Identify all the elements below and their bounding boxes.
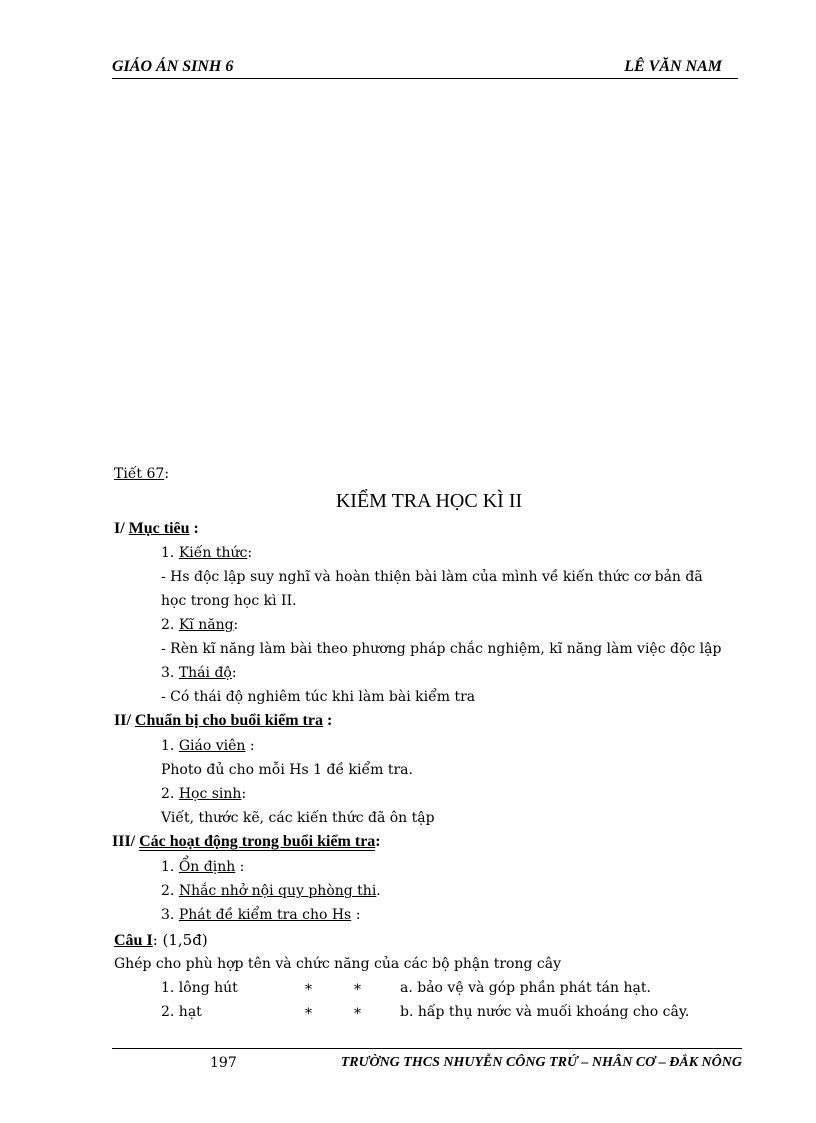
paragraph-text: - Hs độc lập suy nghĩ và hoàn thiện bài làm của mình về kiến thức cơ bản đã: [161, 569, 703, 585]
paragraph-text: học trong học kì II.: [161, 593, 297, 609]
page-footer: [112, 1048, 742, 1073]
subheading-thai-do: 3. Thái độ:: [161, 665, 237, 681]
paragraph-text: Viết, thước kẽ, các kiến thức đã ôn tập: [161, 810, 435, 826]
match-right-item: b. hấp thụ nước và muối khoáng cho cây.: [400, 1004, 690, 1020]
subheading-phat-de: 3. Phát đề kiểm tra cho Hs :: [161, 907, 361, 923]
paragraph-text: - Rèn kĩ năng làm bài theo phương pháp chắc nghiệm, kĩ năng làm việc độc lập: [161, 641, 722, 657]
match-star: *: [354, 982, 361, 998]
section-heading-1: I/ Mục tiêu :: [114, 520, 199, 537]
question-1-heading: Câu I: (1,5đ): [114, 931, 208, 949]
match-star: *: [354, 1006, 361, 1022]
subheading-noi-quy: 2. Nhắc nhở nội quy phòng thi.: [161, 883, 381, 899]
match-left-item: 1. lông hút: [161, 980, 238, 996]
match-star: *: [305, 982, 312, 998]
paragraph-text: - Có thái độ nghiêm túc khi làm bài kiểm tra: [161, 689, 476, 705]
match-right-item: a. bảo vệ và góp phần phát tán hạt.: [400, 980, 651, 996]
match-left-item: 2. hạt: [161, 1004, 202, 1020]
lesson-number: Tiết 67:: [114, 466, 170, 482]
page-title: KIỂM TRA HỌC KÌ II: [335, 490, 523, 512]
match-star: *: [305, 1006, 312, 1022]
section-heading-3: III/ Các hoạt động trong buổi kiểm tra:: [112, 833, 381, 850]
page-header: [112, 58, 738, 79]
subheading-giao-vien: 1. Giáo viên :: [161, 738, 255, 754]
subheading-on-dinh: 1. Ổn định :: [161, 859, 245, 875]
subheading-hoc-sinh: 2. Học sinh:: [161, 786, 247, 802]
header-author: LÊ VĂN NAM: [624, 58, 722, 75]
subheading-ki-nang: 2. Kĩ năng:: [161, 617, 239, 633]
section-heading-2: II/ Chuẩn bị cho buổi kiểm tra :: [114, 712, 333, 729]
paragraph-text: Photo đủ cho mỗi Hs 1 đề kiểm tra.: [161, 762, 413, 778]
footer-school: TRƯỜNG THCS NHUYỄN CÔNG TRỨ – NHÂN CƠ – ĐẮK NÔNG: [340, 1055, 742, 1070]
subheading-kien-thuc: 1. Kiến thức:: [161, 545, 253, 561]
header-subject: GIÁO ÁN SINH 6: [112, 58, 234, 75]
question-1-instruction: Ghép cho phù hợp tên và chức năng của các bộ phận trong cây: [114, 956, 562, 972]
page-number: 197: [210, 1055, 237, 1071]
